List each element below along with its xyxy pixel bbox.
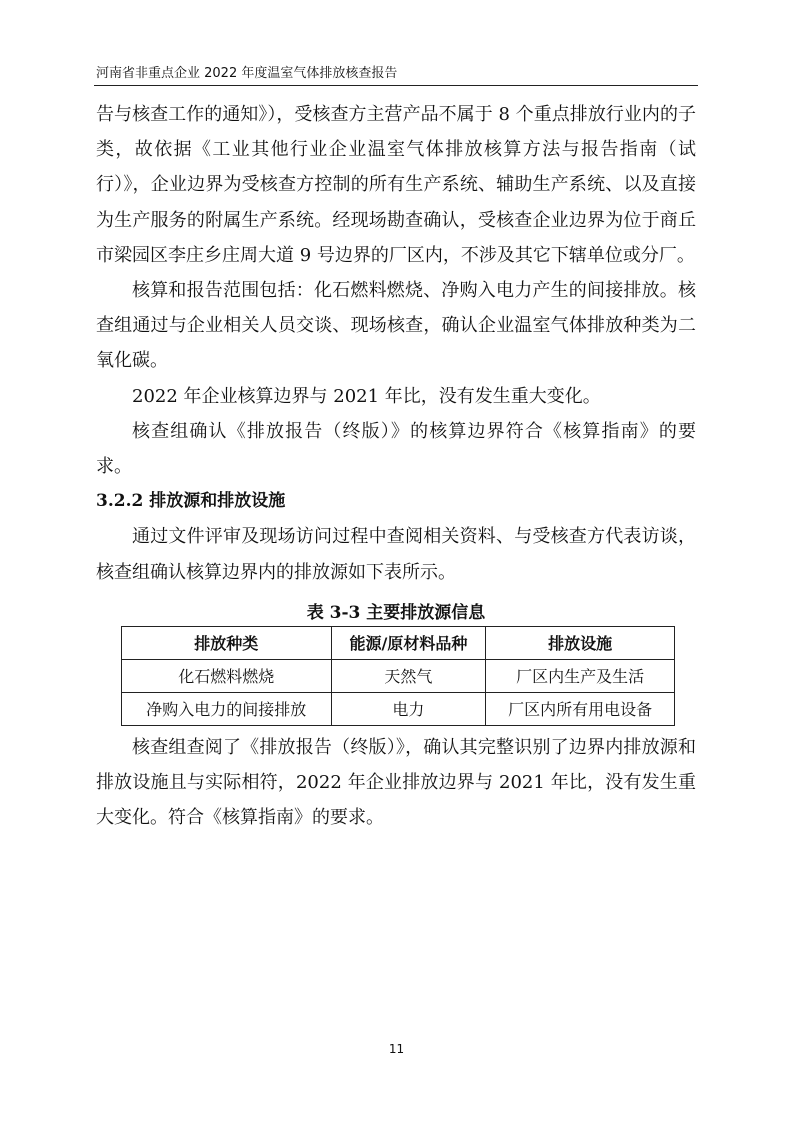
page-number: 11: [388, 1042, 405, 1056]
section-heading: 3.2.2 排放源和排放设施: [96, 491, 286, 512]
paragraph-sources-intro: 通过文件评审及现场访问过程中查阅相关资料、与受核查方代表访谈，核查组确认核算边界内的排放源如下表所示。: [96, 526, 696, 583]
table-cell: 天然气: [331, 659, 486, 692]
table-cell: 化石燃料燃烧: [122, 659, 332, 692]
table-header-cell: 排放种类: [122, 626, 332, 659]
table-row: [122, 692, 675, 725]
table-header-cell: 能源/原材料品种: [331, 626, 486, 659]
paragraph-scope: 核算和报告范围包括：化石燃料燃烧、净购入电力产生的间接排放。核查组通过与企业相关人员交谈、现场核查，确认企业温室气体排放种类为二氧化碳。: [96, 280, 696, 372]
header-divider: [94, 85, 698, 86]
table-cell: 净购入电力的间接排放: [122, 692, 332, 725]
paragraph-boundary-confirm: 核查组确认《排放报告（终版）》的核算边界符合《核算指南》的要求。: [96, 420, 696, 478]
paragraph-boundary: 告与核查工作的通知》），受核查方主营产品不属于 8 个重点排放行业内的子类，故依据《工业其他行业企业温室气体排放核算方法与报告指南（试行）》，企业边界为受核查方控制的所有生产系统、辅助生产系统、以及直接为生产服务的附属生产系统。经现场勘查确认，受核查企业边界为位于商丘市梁园区李庄乡庄周大道 9 号边界的厂区内，不涉及其它下辖单位或分厂。: [96, 104, 696, 266]
emission-source-table: [121, 626, 675, 726]
table-cell: 电力: [331, 692, 486, 725]
running-header: 河南省非重点企业 2022 年度温室气体排放核查报告: [96, 66, 398, 81]
table-row: [122, 659, 675, 692]
table-header-row: [122, 626, 675, 659]
paragraph-conclusion: 核查组查阅了《排放报告（终版）》，确认其完整识别了边界内排放源和排放设施且与实际相符，2022 年企业排放边界与 2021 年比，没有发生重大变化。符合《核算指南》的要求。: [96, 736, 696, 829]
table-caption: 表 3-3 主要排放源信息: [306, 602, 486, 623]
page-body: [96, 97, 696, 835]
table-cell: 厂区内生产及生活: [486, 659, 675, 692]
table-header-cell: 排放设施: [486, 626, 675, 659]
table-cell: 厂区内所有用电设备: [486, 692, 675, 725]
paragraph-boundary-change: 2022 年企业核算边界与 2021 年比，没有发生重大变化。: [132, 385, 601, 407]
